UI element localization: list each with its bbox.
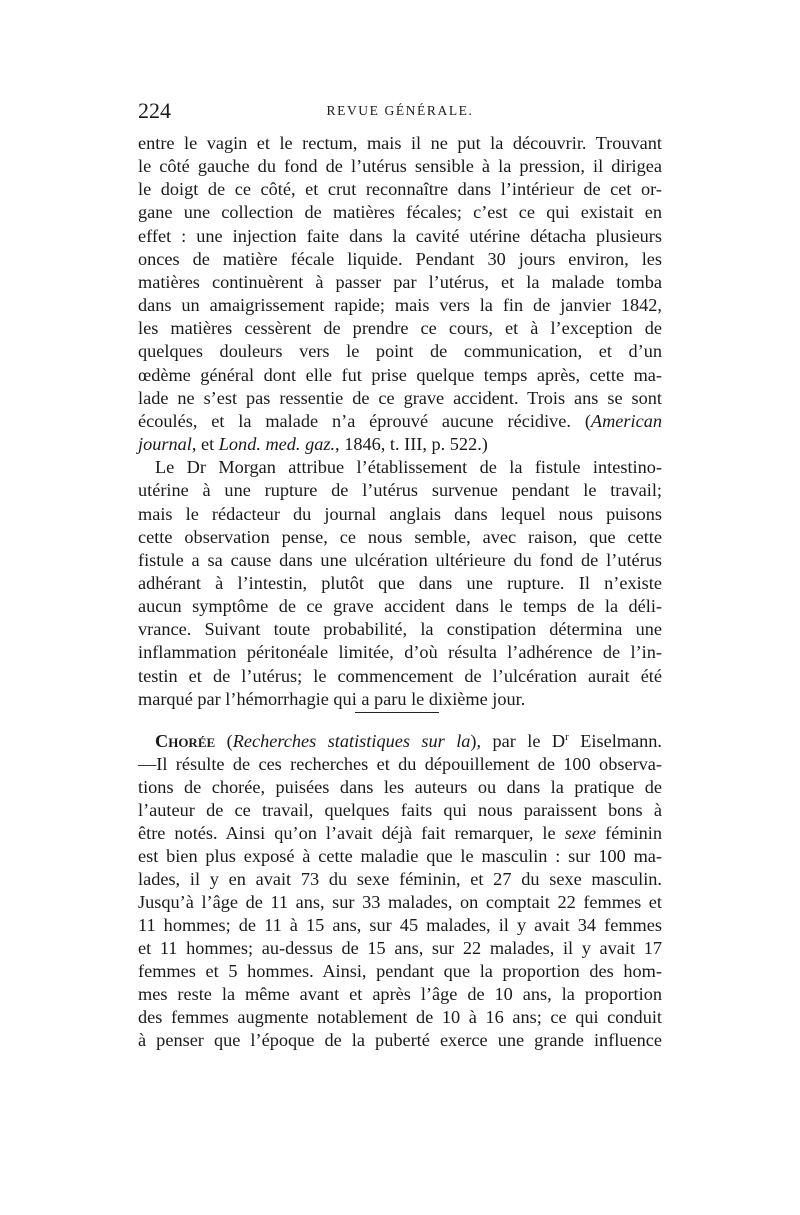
text-line: gane une collection de matières fécales; c’est ce qui existait en [138, 202, 662, 223]
text-line: vrance. Suivant toute probabilité, la constipation détermina une [138, 619, 662, 640]
section-heading-line: Chorée (Recherches statistiques sur la), par le $D^r$ Eiselmann. [155, 731, 662, 752]
text-line [138, 410, 662, 433]
text-fragment: écoulés, et la malade n’a éprouvé aucune récidive. ( [138, 410, 591, 431]
text-line: femmes et 5 hommes. Ainsi, pendant que la proportion des hom- [138, 961, 662, 982]
text-line: fistule a sa cause dans une ulcération ultérieure du fond de l’utérus [138, 549, 662, 570]
running-title: REVUE GÉNÉRALE. [326, 103, 474, 118]
section-separator [355, 712, 439, 713]
text-line [138, 433, 662, 456]
text-line: et 11 hommes; au-dessus de 15 ans, sur 22 malades, il y avait 17 [138, 938, 662, 959]
text-line: des femmes augmente notablement de 10 à 16 ans; ce qui conduit [138, 1007, 662, 1028]
text-line: utérine à une rupture de l’utérus survenue pendant le travail; [138, 480, 662, 501]
text-line: dans un amaigrissement rapide; mais vers la fin de janvier 1842, [138, 295, 662, 316]
text-line: les matières cessèrent de prendre ce cours, et à l’exception de [138, 318, 662, 339]
text-line: 11 hommes; de 11 à 15 ans, sur 45 malades, il y avait 34 femmes [138, 915, 662, 936]
text-fragment: féminin [596, 823, 662, 844]
text-line: quelques douleurs vers le point de communication, et d’un [138, 341, 662, 362]
text-line: marqué par l’hémorrhagie qui a paru le dixième jour. [138, 688, 526, 709]
text-line [138, 822, 662, 845]
text-line: lade ne s’est pas ressentie de ce grave accident. Trois ans se sont [138, 387, 662, 408]
text-line: mais le rédacteur du journal anglais dans lequel nous puisons [138, 503, 662, 524]
text-line: cette observation pense, ce nous semble, avec raison, que cette [138, 526, 662, 547]
author-name: Eiselmann. [568, 731, 662, 752]
text-line: à penser que l’époque de la puberté exerce une grande influence [138, 1030, 662, 1051]
author-sup: r [565, 731, 569, 743]
citation-journal: journal [138, 434, 192, 455]
text-line: tions de chorée, puisées dans les auteurs ou dans la pratique de [138, 777, 662, 798]
text-line: le côté gauche du fond de l’utérus sensible à la pression, il dirigea [138, 156, 662, 177]
text-line: adhérant à l’intestin, plutôt que dans une rupture. Il n’existe [138, 572, 662, 593]
author-prefix: , par le D [476, 731, 566, 752]
text-line: matières continuèrent à passer par l’utérus, et la malade tomba [138, 271, 662, 292]
text-line: onces de matière fécale liquide. Pendant 30 jours environ, les [138, 248, 662, 269]
text-line: est bien plus exposé à cette maladie que le masculin : sur 100 ma- [138, 846, 662, 867]
citation-journal-2: Lond. med. gaz. [218, 434, 336, 455]
text-line: l’auteur de ce travail, quelques faits qui nous paraissent bons à [138, 800, 662, 821]
text-line: œdème général dont elle fut prise quelque temps après, cette ma- [138, 364, 662, 385]
text-line: le doigt de ce côté, et crut reconnaître dans l’intérieur de cet or- [138, 179, 662, 200]
paragraph-3 [138, 726, 662, 1052]
text-line: mes reste la même avant et après l’âge de 10 ans, la proportion [138, 984, 662, 1005]
emphasis-sexe: sexe [564, 823, 597, 844]
section-chorea [138, 726, 662, 1052]
text-line: inflammation péritonéale limitée, d’où résulta l’adhérence de l’in- [138, 642, 662, 663]
text-line: Jusqu’à l’âge de 11 ans, sur 33 malades, on comptait 22 femmes et [138, 892, 662, 913]
text-line: effet : une injection faite dans la cavité utérine détacha plusieurs [138, 225, 662, 246]
section-title: Chorée [155, 731, 216, 752]
text-line: aucun symptôme de ce grave accident dans le temps de la déli- [138, 596, 662, 617]
text-fragment: être notés. Ainsi qu’on l’avait déjà fait remarquer, le [138, 823, 565, 844]
paragraph-2 [138, 456, 662, 711]
text-line: lades, il y en avait 73 du sexe féminin, et 27 du sexe masculin. [138, 869, 662, 890]
text-line: —Il résulte de ces recherches et du dépouillement de 100 observa- [138, 754, 662, 775]
citation-details: , 1846, t. III, p. 522.) [335, 434, 488, 455]
text-line: testin et de l’utérus; le commencement de l’ulcération aurait été [138, 665, 662, 686]
paragraph-1 [138, 132, 662, 456]
text-line: Le Dr Morgan attribue l’établissement de la fistule intestino- [155, 457, 662, 478]
citation-journal: American [590, 410, 662, 431]
page-header [138, 96, 662, 126]
page-number: 224 [138, 98, 171, 123]
citation-separator: , et [191, 434, 219, 455]
text-line: entre le vagin et le rectum, mais il ne put la découvrir. Trouvant [138, 133, 662, 153]
section-subtitle: Recherches statistiques sur la [232, 731, 471, 752]
main-text [138, 132, 662, 711]
